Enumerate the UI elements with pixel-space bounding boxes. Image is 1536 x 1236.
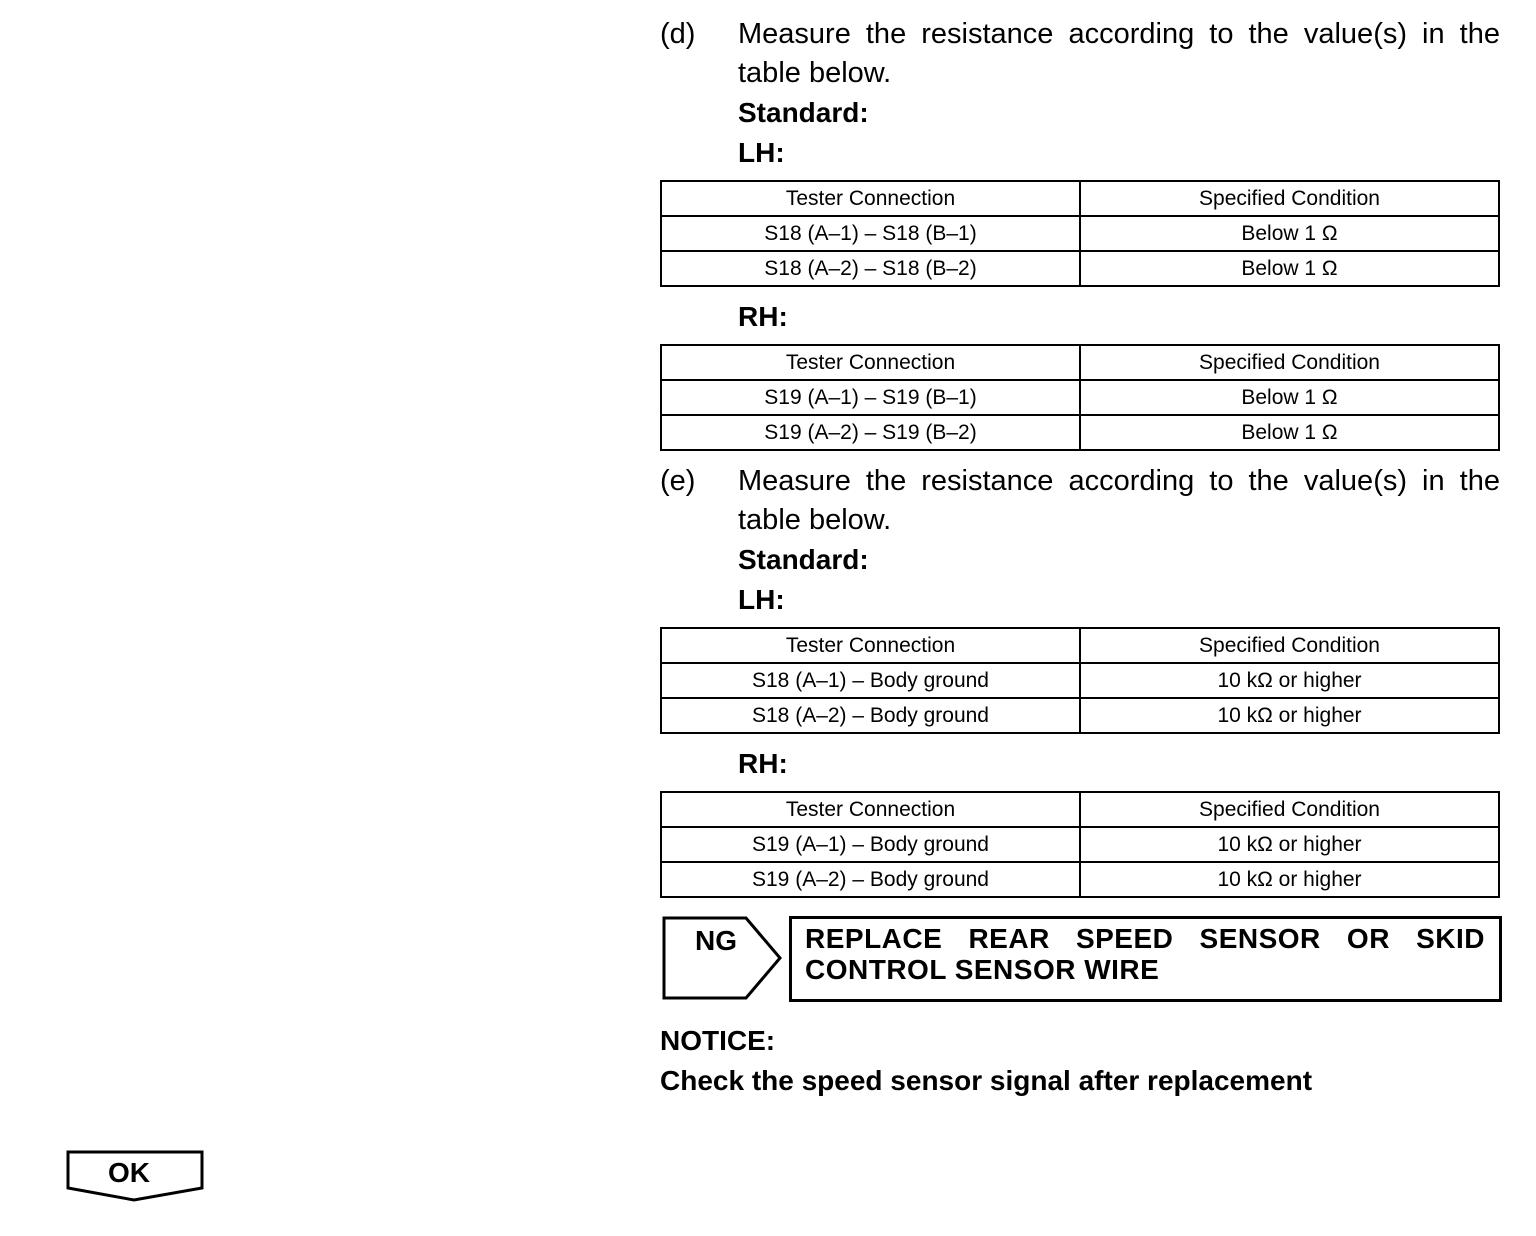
table-row: [661, 415, 1499, 450]
header-cell: Specified Condition: [1080, 345, 1499, 380]
step-e-rh-label: RH:: [738, 748, 788, 779]
table-cell: 10 kΩ or higher: [1080, 827, 1499, 862]
header-cell: Specified Condition: [1080, 628, 1499, 663]
notice-title: NOTICE:: [660, 1025, 776, 1056]
step-e-letter: (e): [660, 465, 696, 497]
header-cell: Tester Connection: [661, 181, 1080, 216]
table-row: [661, 698, 1499, 733]
notice-text: Check the speed sensor signal after replacement: [660, 1065, 1313, 1096]
table-row: [661, 862, 1499, 897]
step-e-rh-table: [660, 791, 1500, 898]
ng-action-text: REPLACE REAR SPEED SENSOR OR SKID CONTROL SENSOR WIRE: [805, 923, 1485, 985]
table-cell: Below 1 Ω: [1080, 251, 1499, 286]
table-header-row: [661, 181, 1499, 216]
table-header-row: [661, 792, 1499, 827]
step-e-standard-label: Standard:: [738, 544, 869, 575]
ok-label: OK: [108, 1157, 150, 1188]
header-cell: Specified Condition: [1080, 181, 1499, 216]
table-cell: 10 kΩ or higher: [1080, 862, 1499, 897]
table-row: [661, 251, 1499, 286]
table-cell: S19 (A–2) – S19 (B–2): [661, 415, 1080, 450]
table-cell: S19 (A–1) – Body ground: [661, 827, 1080, 862]
table-cell: S18 (A–2) – Body ground: [661, 698, 1080, 733]
header-cell: Tester Connection: [661, 628, 1080, 663]
step-e-instruction: Measure the resistance according to the value(s) in the table below.: [738, 465, 1500, 536]
table-cell: Below 1 Ω: [1080, 216, 1499, 251]
table-row: [661, 380, 1499, 415]
table-cell: S18 (A–1) – S18 (B–1): [661, 216, 1080, 251]
step-e-lh-label: LH:: [738, 584, 785, 615]
ng-label: NG: [695, 925, 737, 956]
table-cell: S18 (A–2) – S18 (B–2): [661, 251, 1080, 286]
table-header-row: [661, 345, 1499, 380]
table-cell: Below 1 Ω: [1080, 380, 1499, 415]
table-row: [661, 216, 1499, 251]
step-d-instruction: Measure the resistance according to the value(s) in the table below.: [738, 18, 1500, 89]
step-d-rh-label: RH:: [738, 301, 788, 332]
step-d-lh-table: [660, 180, 1500, 287]
header-cell: Tester Connection: [661, 792, 1080, 827]
step-d-lh-label: LH:: [738, 137, 785, 168]
table-row: [661, 663, 1499, 698]
table-cell: Below 1 Ω: [1080, 415, 1499, 450]
table-cell: S19 (A–2) – Body ground: [661, 862, 1080, 897]
table-row: [661, 827, 1499, 862]
header-cell: Tester Connection: [661, 345, 1080, 380]
table-cell: S18 (A–1) – Body ground: [661, 663, 1080, 698]
header-cell: Specified Condition: [1080, 792, 1499, 827]
step-e-lh-table: [660, 627, 1500, 734]
table-cell: 10 kΩ or higher: [1080, 698, 1499, 733]
table-cell: 10 kΩ or higher: [1080, 663, 1499, 698]
step-d-rh-table: [660, 344, 1500, 451]
step-d-letter: (d): [660, 18, 696, 50]
step-d-standard-label: Standard:: [738, 97, 869, 128]
table-cell: S19 (A–1) – S19 (B–1): [661, 380, 1080, 415]
table-header-row: [661, 628, 1499, 663]
